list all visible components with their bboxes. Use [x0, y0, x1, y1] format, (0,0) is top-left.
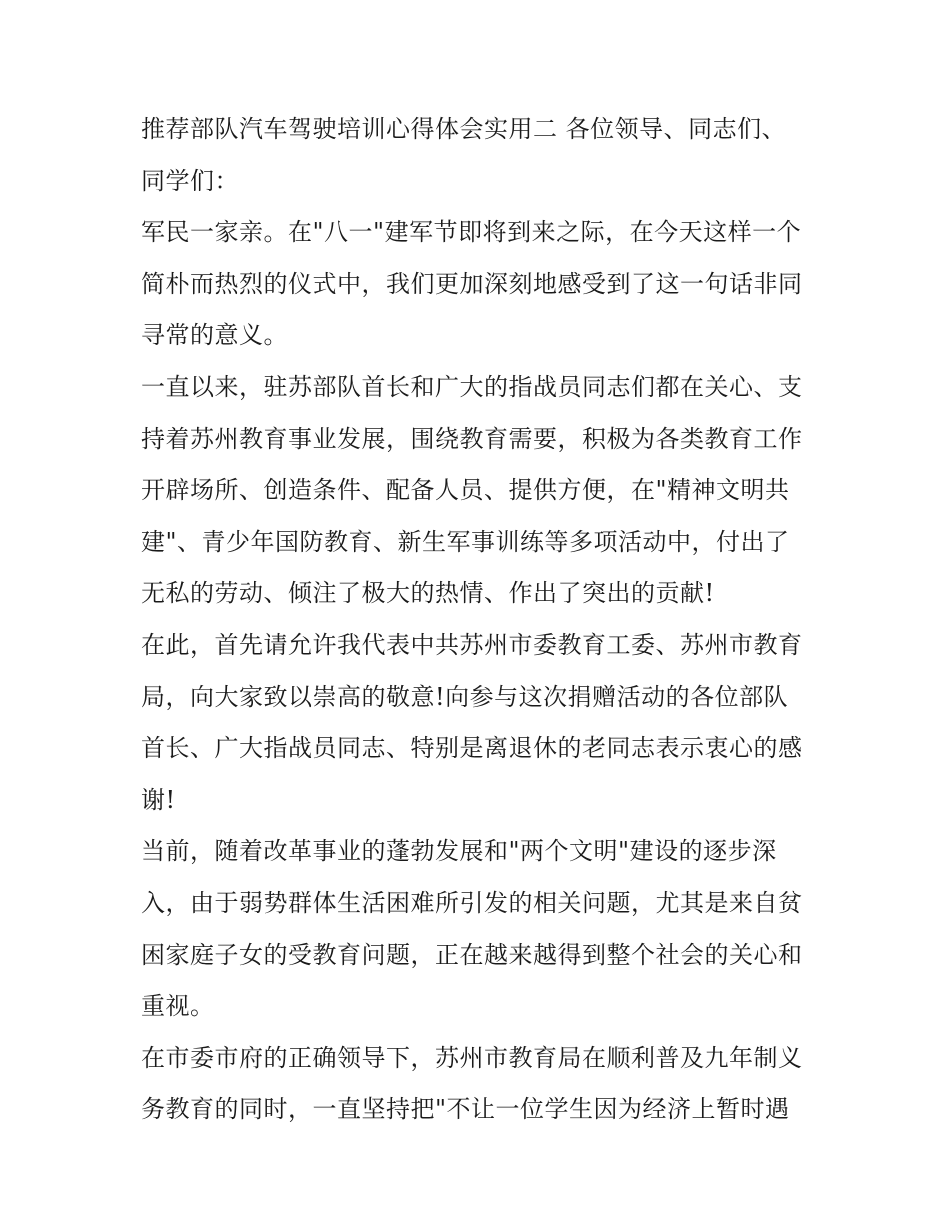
text-line: 推荐部队汽车驾驶培训心得体会实用二 各位领导、同志们、: [141, 115, 787, 143]
text-line: 军民一家亲。在"八一"建军节即将到来之际，在今天这样一个: [141, 218, 802, 247]
text-line: 一直以来，驻苏部队首长和广大的指战员同志们都在关心、支: [141, 372, 803, 401]
text-line: 务教育的同时，一直坚持把"不让一位学生因为经济上暂时遇: [141, 1095, 790, 1124]
text-line: 无私的劳动、倾注了极大的热情、作出了突出的贡献!: [141, 579, 715, 608]
text-line: 重视。: [141, 992, 215, 1021]
text-line: 局，向大家致以崇高的敬意!向参与这次捐赠活动的各位部队: [141, 682, 789, 711]
text-line: 建"、青少年国防教育、新生军事训练等多项活动中，付出了: [141, 527, 790, 556]
text-line: 持着苏州教育事业发展，围绕教育需要，积极为各类教育工作: [141, 424, 803, 453]
text-line: 当前，随着改革事业的蓬勃发展和"两个文明"建设的逐步深: [141, 837, 777, 866]
text-line: 在此，首先请允许我代表中共苏州市委教育工委、苏州市教育: [141, 630, 803, 659]
text-line: 开辟场所、创造条件、配备人员、提供方便，在"精神文明共: [141, 476, 790, 505]
text-line: 简朴而热烈的仪式中，我们更加深刻地感受到了这一句话非同: [141, 269, 803, 298]
text-line: 同学们：: [141, 166, 239, 195]
text-line: 寻常的意义。: [141, 321, 288, 350]
text-line: 谢!: [141, 785, 176, 814]
text-line: 在市委市府的正确领导下，苏州市教育局在顺利普及九年制义: [141, 1043, 803, 1072]
document-body: [141, 104, 821, 1136]
text-line: 困家庭子女的受教育问题，正在越来越得到整个社会的关心和: [141, 940, 803, 969]
text-line: 首长、广大指战员同志、特别是离退休的老同志表示衷心的感: [141, 734, 803, 763]
text-line: 入，由于弱势群体生活困难所引发的相关问题，尤其是来自贫: [141, 888, 803, 917]
